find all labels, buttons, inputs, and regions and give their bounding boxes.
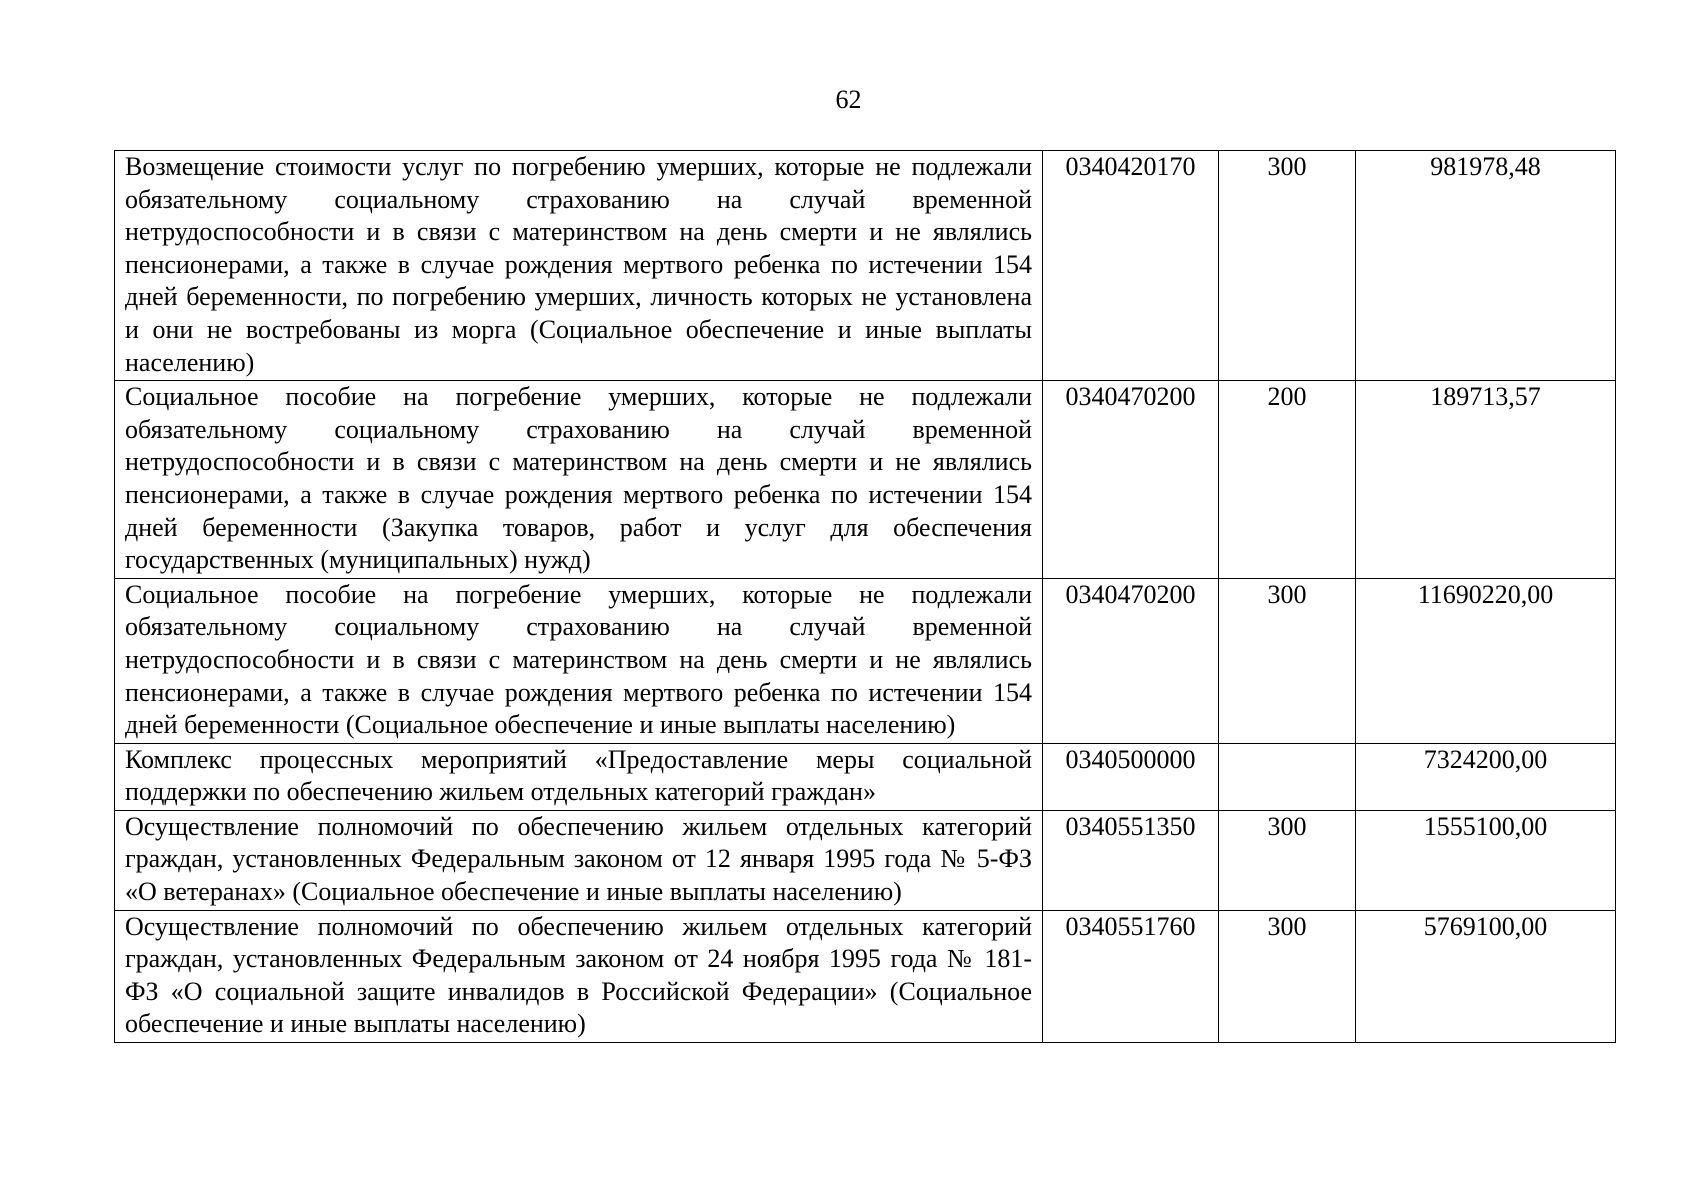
row-name-cell: Комплекс процессных мероприятий «Предоставление меры социальной поддержки по обеспечению жильем отдельных категорий граждан» (115, 743, 1043, 810)
row-name-cell: Социальное пособие на погребение умерших, которые не подлежали обязательному социальному страхованию на случай временной нетрудоспособности и в связи с материнством на день смерти и не являлись пенсионерами, а также в случае рождения мертвого ребенка по истечении 154 дней беременности (Социальное обеспечение и иные выплаты населению) (115, 578, 1043, 743)
row-name-cell: Возмещение стоимости услуг по погребению умерших, которые не подлежали обязательному социальному страхованию на случай временной нетрудоспособности и в связи с материнством на день смерти и не являлись пенсионерами, а также в случае рождения мертвого ребенка по истечении 154 дней беременности, по погребению умерших, личность которых не установлена и они не востребованы из морга (Социальное обеспечение и иные выплаты населению) (115, 151, 1043, 381)
row-amount-cell: 1555100,00 (1356, 810, 1616, 910)
row-code-cell: 0340551350 (1043, 810, 1219, 910)
row-code-cell: 0340470200 (1043, 578, 1219, 743)
row-expense-type-cell: 300 (1219, 151, 1356, 381)
row-amount-cell: 7324200,00 (1356, 743, 1616, 810)
row-name-cell: Осуществление полномочий по обеспечению жильем отдельных категорий граждан, установленных Федеральным законом от 24 ноября 1995 года № 181-ФЗ «О социальной защите инвалидов в Российской Федерации» (Социальное обеспечение и иные выплаты населению) (115, 910, 1043, 1042)
budget-table-body (115, 151, 1616, 1043)
table-row (115, 151, 1616, 381)
row-expense-type-cell: 200 (1219, 381, 1356, 579)
row-code-cell: 0340470200 (1043, 381, 1219, 579)
row-code-cell: 0340500000 (1043, 743, 1219, 810)
row-amount-cell: 11690220,00 (1356, 578, 1616, 743)
row-expense-type-cell: 300 (1219, 810, 1356, 910)
row-amount-cell: 189713,57 (1356, 381, 1616, 579)
row-expense-type-cell (1219, 743, 1356, 810)
row-name-cell: Осуществление полномочий по обеспечению жильем отдельных категорий граждан, установленных Федеральным законом от 12 января 1995 года № 5-ФЗ «О ветеранах» (Социальное обеспечение и иные выплаты населению) (115, 810, 1043, 910)
row-code-cell: 0340420170 (1043, 151, 1219, 381)
budget-table (114, 150, 1616, 1043)
row-amount-cell: 5769100,00 (1356, 910, 1616, 1042)
row-amount-cell: 981978,48 (1356, 151, 1616, 381)
table-row (115, 578, 1616, 743)
table-row (115, 381, 1616, 579)
page-number: 62 (835, 85, 862, 114)
row-code-cell: 0340551760 (1043, 910, 1219, 1042)
table-row (115, 810, 1616, 910)
row-expense-type-cell: 300 (1219, 910, 1356, 1042)
table-row (115, 910, 1616, 1042)
row-name-cell: Социальное пособие на погребение умерших, которые не подлежали обязательному социальному страхованию на случай временной нетрудоспособности и в связи с материнством на день смерти и не являлись пенсионерами, а также в случае рождения мертвого ребенка по истечении 154 дней беременности (Закупка товаров, работ и услуг для обеспечения государственных (муниципальных) нужд) (115, 381, 1043, 579)
row-expense-type-cell: 300 (1219, 578, 1356, 743)
table-row (115, 743, 1616, 810)
